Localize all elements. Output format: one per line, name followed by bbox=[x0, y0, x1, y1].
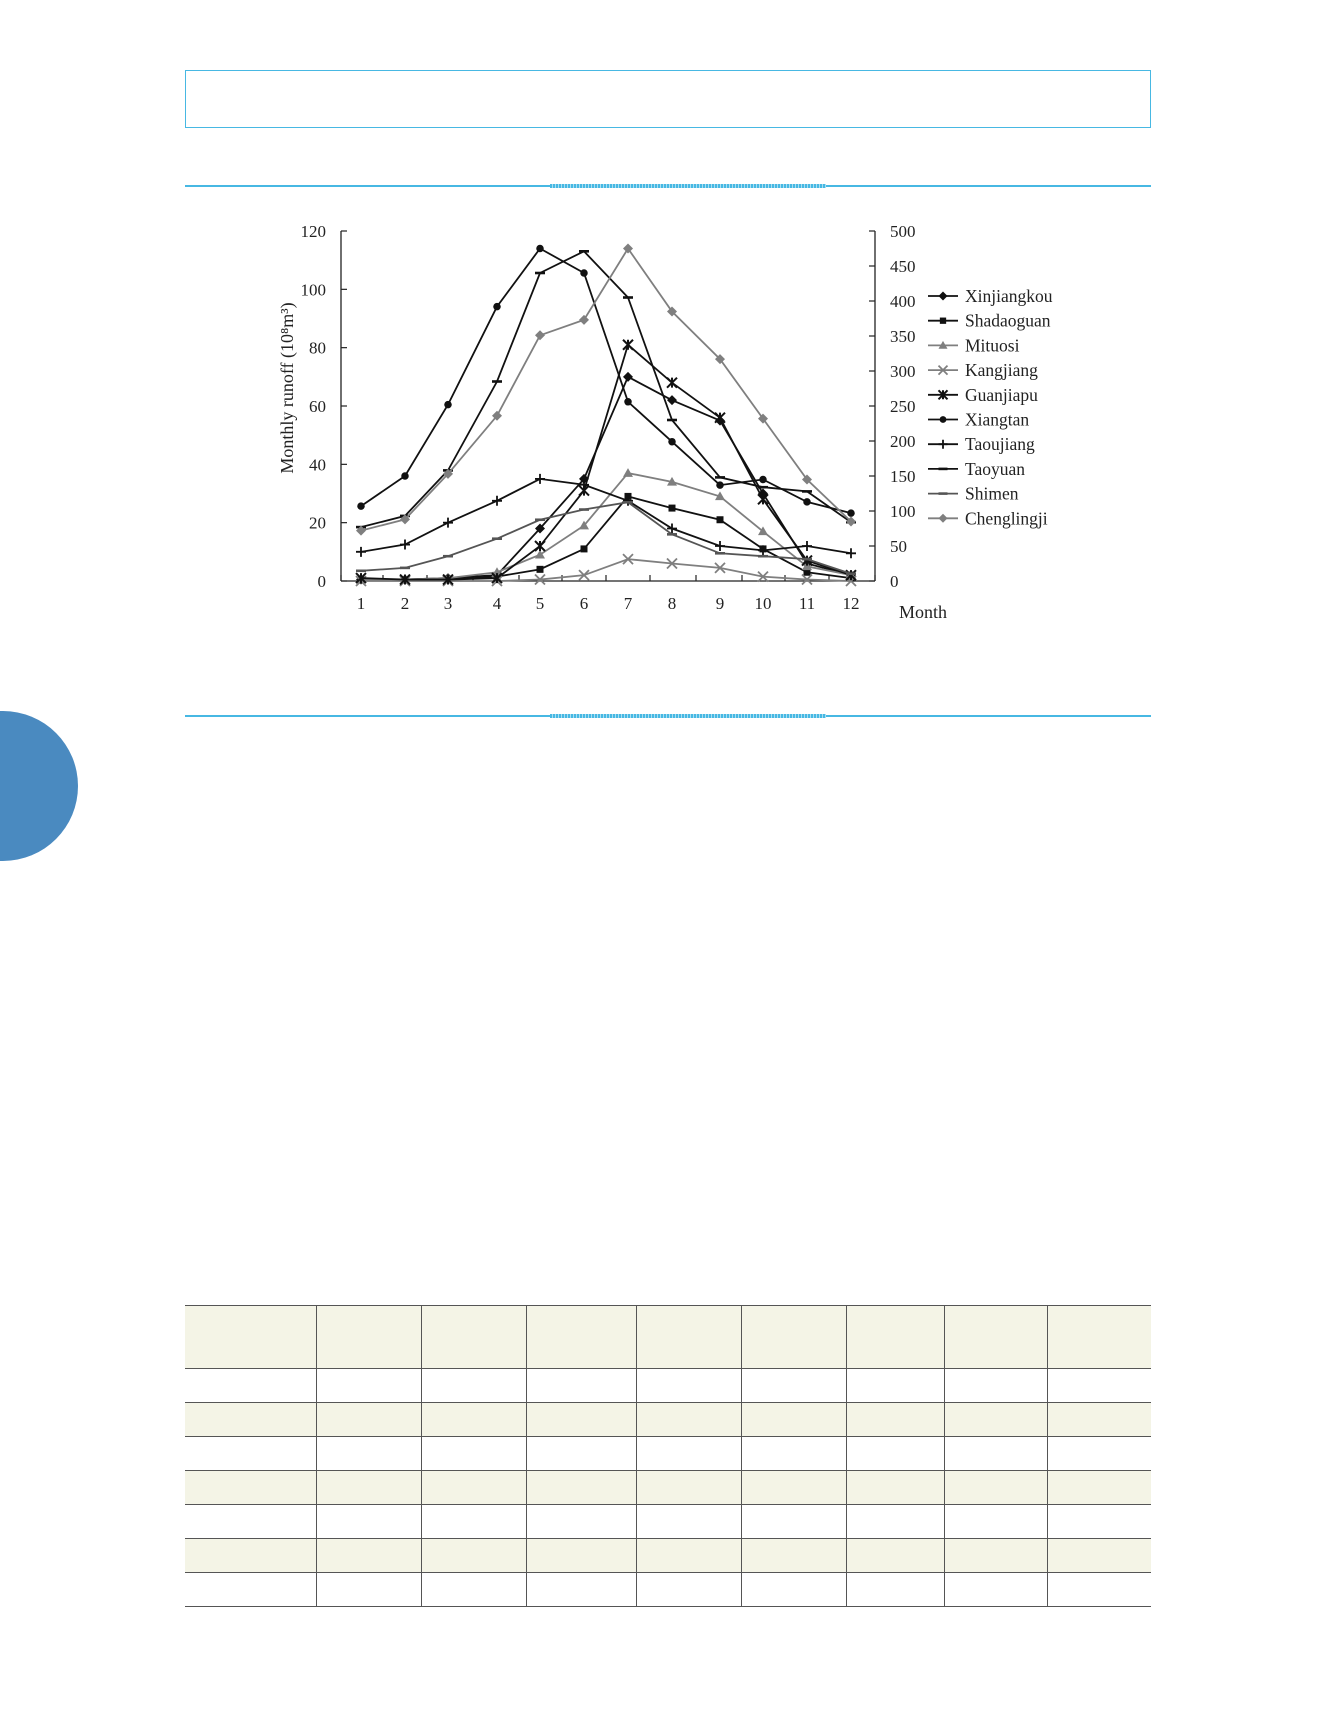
table-cell bbox=[185, 1471, 316, 1505]
legend-label-chenglingji: Chenglingji bbox=[965, 508, 1048, 529]
table-cell bbox=[944, 1403, 1047, 1437]
table-cell bbox=[636, 1471, 741, 1505]
y-left-tick-label: 80 bbox=[309, 338, 326, 358]
x-axis-label: Month bbox=[899, 602, 948, 622]
table-cell bbox=[741, 1403, 846, 1437]
table-cell bbox=[944, 1471, 1047, 1505]
data-point-xiangtan bbox=[536, 245, 544, 253]
series-line-shimen bbox=[361, 502, 851, 573]
data-point-xiangtan bbox=[759, 476, 767, 484]
data-point-xiangtan bbox=[444, 401, 452, 409]
data-point-guanjiapu bbox=[623, 340, 633, 350]
legend-label-taoujiang: Taoujiang bbox=[965, 434, 1035, 455]
y-left-tick-label: 120 bbox=[300, 222, 326, 241]
table-cell bbox=[1047, 1539, 1151, 1573]
legend-label-shadaoguan: Shadaoguan bbox=[965, 310, 1051, 331]
table-cell bbox=[1047, 1403, 1151, 1437]
data-point-shadaoguan bbox=[581, 545, 588, 552]
legend-marker bbox=[939, 440, 948, 449]
table-row bbox=[185, 1573, 1151, 1607]
table-row bbox=[185, 1437, 1151, 1471]
data-point-taoujiang bbox=[400, 540, 410, 550]
table-cell bbox=[185, 1437, 316, 1471]
table-cell bbox=[741, 1306, 846, 1369]
table-cell bbox=[185, 1539, 316, 1573]
data-point-xiangtan bbox=[357, 502, 365, 510]
chart-legend bbox=[928, 286, 1053, 528]
table-cell bbox=[944, 1505, 1047, 1539]
table-cell bbox=[636, 1539, 741, 1573]
table-row bbox=[185, 1403, 1151, 1437]
legend-marker bbox=[939, 514, 948, 523]
table-cell bbox=[526, 1306, 636, 1369]
series-taoyuan bbox=[356, 251, 856, 527]
table-cell bbox=[526, 1505, 636, 1539]
table-cell bbox=[185, 1403, 316, 1437]
data-point-xiangtan bbox=[401, 472, 409, 480]
table-cell bbox=[316, 1369, 421, 1403]
table-row bbox=[185, 1471, 1151, 1505]
table-cell bbox=[846, 1306, 944, 1369]
legend-label-xiangtan: Xiangtan bbox=[965, 409, 1030, 430]
table-cell bbox=[846, 1505, 944, 1539]
table-cell bbox=[316, 1437, 421, 1471]
table-row bbox=[185, 1369, 1151, 1403]
data-point-taoujiang bbox=[846, 548, 856, 558]
x-tick-label: 8 bbox=[667, 594, 677, 613]
table-cell bbox=[526, 1369, 636, 1403]
x-tick-label: 12 bbox=[842, 594, 860, 613]
table-cell bbox=[944, 1369, 1047, 1403]
table-cell bbox=[185, 1505, 316, 1539]
data-point-xinjiangkou bbox=[623, 372, 633, 382]
data-point-chenglingji bbox=[535, 330, 545, 340]
data-point-chenglingji bbox=[579, 315, 589, 325]
data-point-taoujiang bbox=[356, 547, 366, 557]
x-tick-label: 11 bbox=[798, 594, 816, 613]
table-cell bbox=[1047, 1573, 1151, 1607]
table-cell bbox=[185, 1306, 316, 1369]
table-cell bbox=[421, 1306, 526, 1369]
table-cell bbox=[526, 1539, 636, 1573]
series-shimen bbox=[356, 502, 856, 573]
y-right-tick-label: 50 bbox=[890, 537, 907, 556]
data-table bbox=[185, 1305, 1151, 1607]
legend-item-mituosi bbox=[928, 335, 1020, 355]
legend-marker bbox=[939, 292, 948, 301]
data-point-taoujiang bbox=[802, 541, 812, 551]
x-tick-label: 5 bbox=[535, 594, 545, 613]
series-line-taoyuan bbox=[361, 251, 851, 527]
data-point-taoujiang bbox=[535, 474, 545, 484]
data-point-guanjiapu bbox=[535, 541, 545, 551]
table-cell bbox=[741, 1539, 846, 1573]
table-cell bbox=[636, 1403, 741, 1437]
table-cell bbox=[421, 1437, 526, 1471]
legend-label-guanjiapu: Guanjiapu bbox=[965, 384, 1038, 405]
data-point-xiangtan bbox=[493, 303, 501, 311]
data-point-xiangtan bbox=[624, 398, 632, 406]
table-cell bbox=[944, 1539, 1047, 1573]
legend-label-shimen: Shimen bbox=[965, 483, 1019, 504]
table-cell bbox=[741, 1573, 846, 1607]
table-cell bbox=[1047, 1437, 1151, 1471]
y-left-tick-label: 20 bbox=[309, 513, 326, 533]
data-point-taoujiang bbox=[443, 518, 453, 528]
x-tick-label: 4 bbox=[492, 594, 502, 613]
table-cell bbox=[741, 1505, 846, 1539]
legend-item-taoujiang bbox=[928, 434, 1035, 454]
table-cell bbox=[526, 1573, 636, 1607]
data-point-xiangtan bbox=[847, 509, 855, 517]
data-point-shadaoguan bbox=[669, 505, 676, 512]
table-cell bbox=[421, 1369, 526, 1403]
legend-label-xinjiangkou: Xinjiangkou bbox=[965, 286, 1053, 306]
series-chenglingji bbox=[356, 244, 856, 536]
table-cell bbox=[636, 1505, 741, 1539]
table-cell bbox=[1047, 1471, 1151, 1505]
table-cell bbox=[1047, 1306, 1151, 1369]
table-cell bbox=[526, 1403, 636, 1437]
table-cell bbox=[944, 1437, 1047, 1471]
table-cell bbox=[944, 1573, 1047, 1607]
bottom-divider bbox=[185, 715, 1151, 717]
legend-label-kangjiang: Kangjiang bbox=[965, 360, 1038, 381]
table-cell bbox=[421, 1403, 526, 1437]
y-left-tick-label: 60 bbox=[309, 397, 326, 416]
table-cell bbox=[741, 1437, 846, 1471]
x-tick-label: 7 bbox=[623, 594, 633, 613]
legend-label-taoyuan: Taoyuan bbox=[965, 458, 1026, 479]
table-cell bbox=[421, 1573, 526, 1607]
table-cell bbox=[526, 1471, 636, 1505]
table-cell bbox=[421, 1539, 526, 1573]
data-point-shadaoguan bbox=[717, 516, 724, 523]
table-cell bbox=[636, 1573, 741, 1607]
y-right-tick-label: 400 bbox=[890, 292, 916, 311]
data-point-guanjiapu bbox=[715, 413, 725, 423]
table-cell bbox=[185, 1573, 316, 1607]
legend-item-chenglingji bbox=[928, 508, 1048, 528]
table-cell bbox=[636, 1306, 741, 1369]
table-cell bbox=[846, 1369, 944, 1403]
chart-series bbox=[356, 244, 856, 587]
table-row bbox=[185, 1539, 1151, 1573]
table-row bbox=[185, 1505, 1151, 1539]
x-tick-label: 1 bbox=[356, 594, 366, 613]
data-point-shadaoguan bbox=[537, 566, 544, 573]
y-right-tick-label: 150 bbox=[890, 467, 916, 486]
table-cell bbox=[944, 1306, 1047, 1369]
data-point-mituosi bbox=[623, 468, 633, 477]
table-cell bbox=[316, 1306, 421, 1369]
legend-item-xinjiangkou bbox=[928, 286, 1053, 306]
data-point-xiangtan bbox=[580, 269, 588, 277]
x-tick-label: 2 bbox=[400, 594, 410, 613]
table-cell bbox=[421, 1505, 526, 1539]
table-cell bbox=[636, 1437, 741, 1471]
table-cell bbox=[526, 1437, 636, 1471]
table-cell bbox=[316, 1471, 421, 1505]
data-point-xiangtan bbox=[803, 498, 811, 506]
y-left-tick-label: 40 bbox=[309, 455, 326, 475]
x-tick-label: 10 bbox=[754, 594, 772, 613]
table-cell bbox=[316, 1539, 421, 1573]
data-point-mituosi bbox=[535, 550, 545, 559]
x-tick-label: 9 bbox=[715, 594, 725, 613]
series-line-xiangtan bbox=[361, 249, 851, 514]
legend-item-kangjiang bbox=[928, 360, 1038, 380]
table-cell bbox=[316, 1573, 421, 1607]
legend-item-taoyuan bbox=[928, 459, 1025, 479]
table-cell bbox=[741, 1471, 846, 1505]
data-point-taoujiang bbox=[492, 496, 502, 506]
y-left-tick-label: 0 bbox=[317, 572, 326, 591]
legend-item-shadaoguan bbox=[928, 311, 1051, 331]
data-point-guanjiapu bbox=[667, 378, 677, 388]
y-axis-label: Monthly runoff (10⁸m³) bbox=[277, 302, 297, 474]
table-cell bbox=[846, 1539, 944, 1573]
table-header-row bbox=[185, 1306, 1151, 1369]
legend-marker bbox=[940, 416, 947, 423]
x-tick-label: 3 bbox=[443, 594, 453, 613]
series-line-guanjiapu bbox=[361, 345, 851, 580]
data-point-xiangtan bbox=[716, 481, 724, 489]
y-right-tick-label: 0 bbox=[890, 572, 899, 591]
table-cell bbox=[1047, 1369, 1151, 1403]
legend-item-guanjiapu bbox=[928, 385, 1038, 405]
table-cell bbox=[846, 1403, 944, 1437]
y-right-tick-label: 200 bbox=[890, 432, 916, 451]
legend-item-xiangtan bbox=[928, 410, 1029, 430]
table-cell bbox=[1047, 1505, 1151, 1539]
legend-marker bbox=[940, 318, 946, 324]
side-chapter-tab bbox=[0, 711, 78, 861]
y-left-tick-label: 100 bbox=[300, 280, 326, 300]
table-cell bbox=[316, 1403, 421, 1437]
table-cell bbox=[741, 1369, 846, 1403]
monthly-runoff-chart bbox=[0, 0, 1338, 700]
table-cell bbox=[846, 1471, 944, 1505]
y-right-tick-label: 350 bbox=[890, 327, 916, 346]
table-cell bbox=[636, 1369, 741, 1403]
legend-label-mituosi: Mituosi bbox=[965, 335, 1020, 356]
y-right-tick-label: 500 bbox=[890, 222, 916, 241]
table-cell bbox=[185, 1369, 316, 1403]
x-tick-label: 6 bbox=[579, 594, 589, 613]
series-xinjiangkou bbox=[356, 372, 856, 585]
data-point-xinjiangkou bbox=[667, 395, 677, 405]
table-cell bbox=[421, 1471, 526, 1505]
legend-item-shimen bbox=[928, 484, 1019, 504]
table-cell bbox=[846, 1573, 944, 1607]
y-right-tick-label: 300 bbox=[890, 362, 916, 381]
data-point-taoujiang bbox=[715, 541, 725, 551]
table-cell bbox=[846, 1437, 944, 1471]
table-cell bbox=[316, 1505, 421, 1539]
data-point-xiangtan bbox=[668, 438, 676, 446]
y-right-tick-label: 250 bbox=[890, 397, 916, 416]
y-right-tick-label: 450 bbox=[890, 257, 916, 276]
y-right-tick-label: 100 bbox=[890, 502, 916, 521]
